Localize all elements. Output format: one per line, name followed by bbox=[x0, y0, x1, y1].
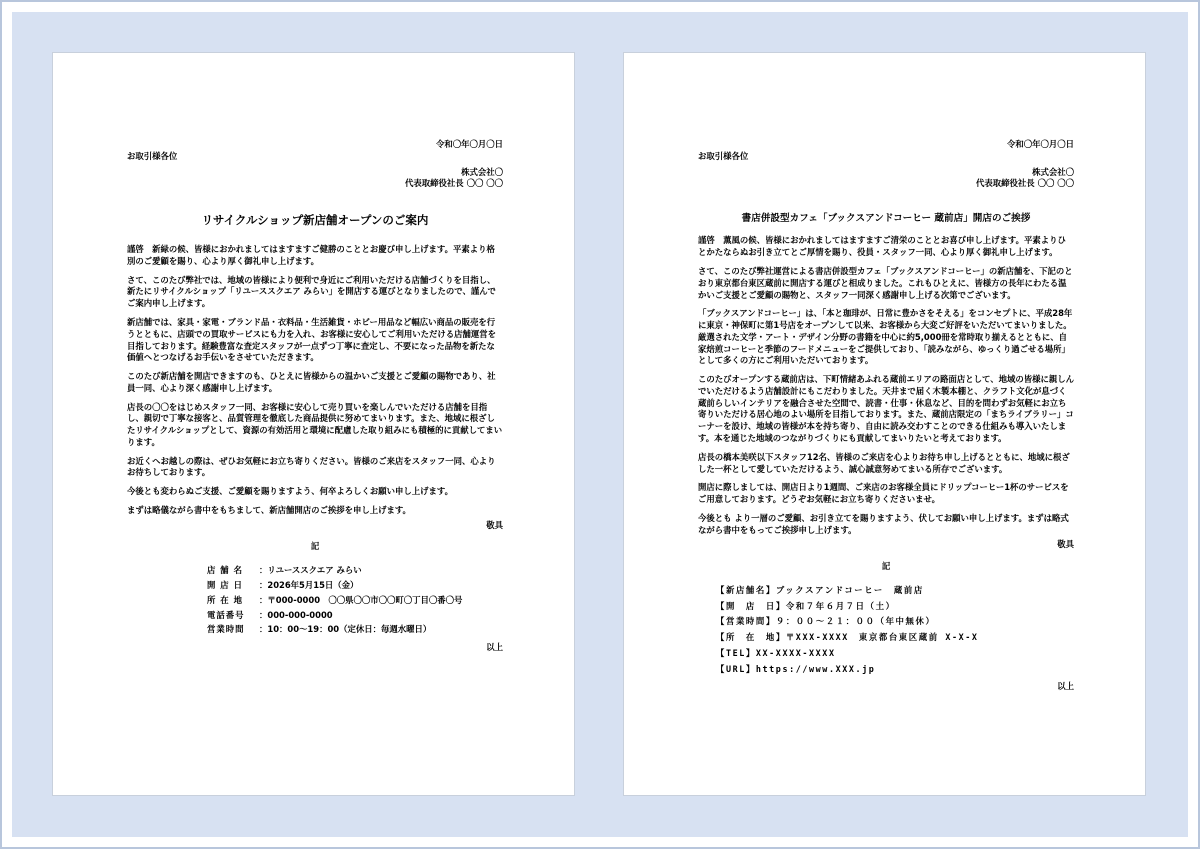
letter-recipient: お取引様各位 bbox=[127, 150, 178, 161]
detail-row bbox=[716, 632, 1074, 644]
page-content bbox=[698, 139, 1074, 693]
letter-date: 令和〇年〇月〇日 bbox=[1007, 139, 1074, 149]
detail-row bbox=[716, 664, 1074, 676]
letter-title: 書店併設型カフェ「ブックスアンドコーヒー 蔵前店」開店のご挨拶 bbox=[741, 213, 1031, 225]
end-mark-ijou: 以上 bbox=[486, 642, 503, 653]
closing-keigu: 敬具 bbox=[486, 519, 503, 530]
closing-keigu: 敬具 bbox=[1057, 539, 1074, 550]
detail-row bbox=[207, 624, 503, 636]
document-page-left bbox=[52, 52, 575, 796]
letter-recipient: お取引様各位 bbox=[698, 150, 749, 161]
body-paragraph: 「ブックスアンドコーヒー」は、「本と珈琲が、日常に豊かさをそえる」をコンセプトに、平成28年に東京・神保町に第1号店をオープンして以来、お客様から大変ご好評をいただいてまいりました。厳選された文学・アート・デザイン分野の書籍を中心に約5,000冊を常時取り揃えるとともに、自家焙煎コーヒーと季節のフードメニューをご提供しており、「読みながら、ゆっくり過ごせる場所」として多くの方にご利用いただいております。 bbox=[698, 308, 1073, 366]
detail-text: 【営業時間】９：００〜２１：００（年中無休） bbox=[716, 616, 936, 627]
ki-heading: 記 bbox=[881, 561, 891, 572]
detail-text: 【新店舗名】ブックスアンドコーヒー 蔵前店 bbox=[716, 584, 924, 595]
detail-row bbox=[207, 565, 503, 577]
detail-value: ：2026年5月15日（金） bbox=[259, 580, 359, 590]
page-content bbox=[127, 139, 503, 654]
body-paragraph: 開店に際しましては、開店日より1週間、ご来店のお客様全員にドリップコーヒー1杯のサービスをご用意しております。どうぞお気軽にお立ち寄りくださいませ。 bbox=[698, 482, 1069, 505]
end-mark-ijou: 以上 bbox=[1057, 681, 1074, 692]
body-paragraph: さて、このたび弊社運営による書店併設型カフェ「ブックスアンドコーヒー」の新店舗を、下記のとおり東京都台東区蔵前に開店する運びと相成りました。これもひとえに、皆様方の長年にわたる温かいご支援とご愛顧の賜物と、スタッフ一同深く感謝申し上げる次第でございます。 bbox=[698, 266, 1073, 300]
store-details bbox=[207, 565, 503, 636]
detail-label: 営業時間 bbox=[207, 624, 245, 635]
detail-text: 【URL】https://www.XXX.jp bbox=[716, 663, 876, 674]
body-paragraph: お近くへお越しの際は、ぜひお気軽にお立ち寄りください。皆様のご来店をスタッフ一同、心よりお待ちしております。 bbox=[127, 455, 496, 478]
document-page-right bbox=[623, 52, 1146, 796]
sender-representative: 代表取締役社長 〇〇 〇〇 bbox=[976, 178, 1074, 189]
body-paragraph: 今後とも より一層のご愛顧、お引き立てを賜りますよう、伏してお願い申し上げます。まずは略式ながら書中をもってご挨拶申し上げます。 bbox=[698, 512, 1069, 535]
detail-label: 店 舗 名 bbox=[207, 565, 243, 576]
letter-date: 令和〇年〇月〇日 bbox=[436, 139, 503, 149]
body-paragraph: 謹啓 薫風の候、皆様におかれましてはますますご清栄のこととお喜び申し上げます。平素よりひとかたならぬお引き立てとご厚情を賜り、役員・スタッフ一同、心より厚く御礼申し上げます。 bbox=[698, 235, 1066, 258]
detail-row bbox=[207, 580, 503, 592]
store-details bbox=[716, 585, 1074, 676]
body-paragraph: まずは略儀ながら書中をもちまして、新店舗開店のご挨拶を申し上げます。 bbox=[127, 504, 411, 515]
detail-value: ：000-000-0000 bbox=[259, 609, 333, 620]
detail-value: ：10：00〜19：00（定休日：毎週水曜日） bbox=[259, 624, 432, 635]
detail-value: ：リユーススクエア みらい bbox=[259, 565, 362, 576]
sender-representative: 代表取締役社長 〇〇 〇〇 bbox=[405, 178, 503, 189]
detail-value: ：〒000-0000 〇〇県〇〇市〇〇町〇丁目〇番〇号 bbox=[259, 594, 463, 605]
body-paragraph: このたびオープンする蔵前店は、下町情緒あふれる蔵前エリアの路面店として、地域の皆様に親しんでいただけるよう店舗設計にもこだわりました。天井まで届く木製本棚と、クラフト文化が息づく蔵前らしいインテリアを融合させた空間で、読書・仕事・休息など、目的を問わずお気軽にお立ち寄りいただける居心地のよい場所を目指しております。また、蔵前店限定の「まちライブラリー」コーナーを設け、地域の皆様が本を持ち寄り、自由に読み交わすことのできる仕組みも導入いたします。本を通じた地域のつながりづくりにも貢献してまいりたいと考えております。 bbox=[698, 374, 1074, 443]
detail-label: 開 店 日 bbox=[207, 580, 243, 590]
body-paragraph: 謹啓 新緑の候、皆様におかれましてはますますご健勝のこととお慶び申し上げます。平素より格別のご愛顧を賜り、心より厚く御礼申し上げます。 bbox=[127, 244, 495, 266]
detail-text: 【開 店 日】令和７年６月７日（土） bbox=[716, 600, 896, 611]
detail-label: 所 在 地 bbox=[207, 594, 243, 605]
body-paragraph: 新店舗では、家具・家電・ブランド品・衣料品・生活雑貨・ホビー用品など幅広い商品の販売を行うとともに、店頭での買取サービスにも力を入れ、お客様に安心してご利用いただける店舗運営を目指しております。経験豊富な査定スタッフが一点ずつ丁寧に査定し、不要になった品物を新たな価値へとつなげるお手伝いをさせていただきます。 bbox=[127, 316, 497, 363]
detail-row bbox=[716, 616, 1074, 628]
body-paragraph: このたび新店舗を開店できますのも、ひとえに皆様からの温かいご支援とご愛顧の賜物であり、社員一同、心より深く感謝申し上げます。 bbox=[127, 371, 496, 393]
detail-row bbox=[716, 648, 1074, 660]
viewer-canvas bbox=[12, 12, 1188, 837]
sender-company: 株式会社〇 bbox=[461, 166, 503, 177]
body-paragraph: 店長の橋本美咲以下スタッフ12名、皆様のご来店を心よりお待ち申し上げるとともに、地域に根ざした一杯として愛していただけるよう、誠心誠意努めてまいる所存でございます。 bbox=[698, 451, 1070, 474]
detail-row bbox=[207, 595, 503, 607]
detail-text: 【所 在 地】〒XXX-XXXX 東京都台東区蔵前 X-X-X bbox=[716, 632, 979, 643]
detail-row bbox=[716, 585, 1074, 597]
letter-title: リサイクルショップ新店舗オープンのご案内 bbox=[201, 213, 429, 228]
detail-row bbox=[716, 601, 1074, 613]
detail-label: 電話番号 bbox=[207, 609, 245, 620]
body-paragraph: 今後とも変わらぬご支援、ご愛顧を賜りますよう、何卒よろしくお願い申し上げます。 bbox=[127, 486, 453, 497]
body-paragraph: 店長の〇〇をはじめスタッフ一同、お客様に安心して売り買いを楽しんでいただける店舗を目指し、親切で丁寧な接客と、品質管理を徹底した商品提供に努めてまいります。また、地域に根ざしたリサイクルショップとして、資源の有効活用と環境に配慮した取り組みにも積極的に貢献してまいります。 bbox=[127, 401, 503, 447]
ki-heading: 記 bbox=[310, 541, 320, 552]
detail-row bbox=[207, 610, 503, 622]
body-paragraph: さて、このたび弊社では、地域の皆様により便利で身近にご利用いただける店舗づくりを目指し、新たにリサイクルショップ「リユーススクエア みらい」を開店する運びとなりましたので、謹んでご案内申し上げます。 bbox=[127, 274, 496, 309]
detail-text: 【TEL】XX-XXXX-XXXX bbox=[716, 647, 836, 658]
sender-company: 株式会社〇 bbox=[1032, 166, 1074, 177]
